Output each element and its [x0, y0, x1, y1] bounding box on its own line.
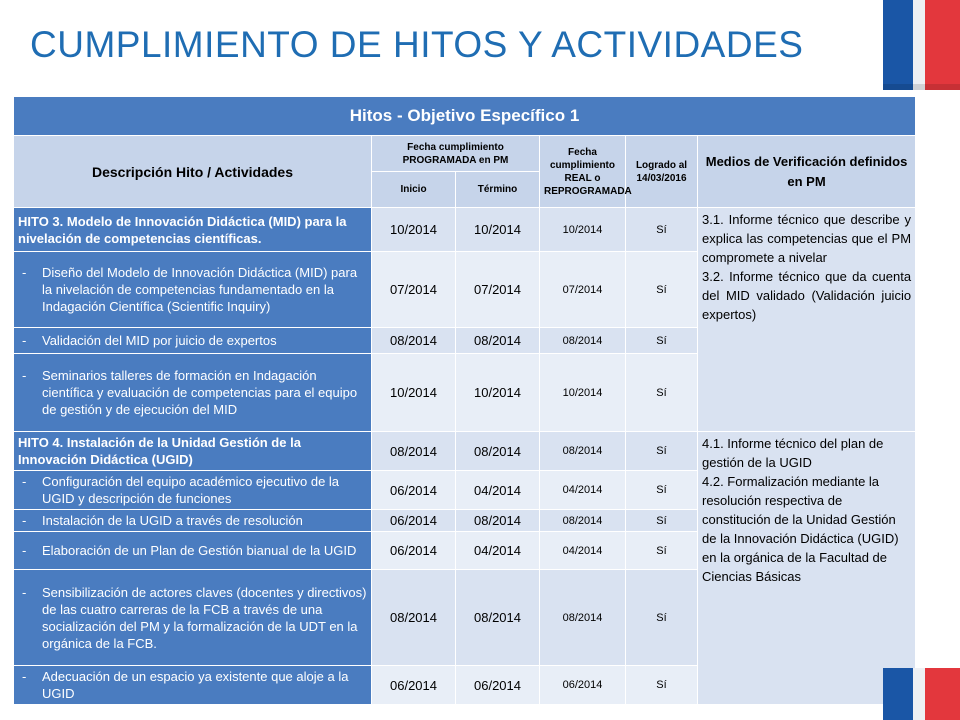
cell-real: 08/2014 [540, 432, 626, 471]
cell-termino: 08/2014 [456, 510, 540, 532]
bullet-dash: - [22, 368, 27, 383]
table-row [14, 432, 916, 471]
cell-inicio: 08/2014 [372, 432, 456, 471]
bullet-dash: - [22, 584, 27, 600]
flag-decoration-top [883, 0, 960, 90]
cell-real: 10/2014 [540, 208, 626, 252]
table-title: Hitos - Objetivo Específico 1 [14, 97, 916, 136]
cell-logrado: Sí [626, 328, 698, 354]
cell-real: 08/2014 [540, 328, 626, 354]
cell-real: 10/2014 [540, 354, 626, 432]
header-fecha-real: Fecha cumplimiento REAL o REPROGRAMADA [540, 136, 626, 208]
cell-inicio: 06/2014 [372, 510, 456, 532]
activity-description [14, 354, 372, 432]
header-termino: Término [456, 172, 540, 208]
bullet-dash: - [22, 669, 27, 684]
hitos-table [13, 96, 916, 705]
header-logrado: Logrado al 14/03/2016 [626, 136, 698, 208]
medio-item: 3.1. Informe técnico que describe y explica las competencias que el PM compromete a nivelar [702, 212, 912, 265]
header-inicio: Inicio [372, 172, 456, 208]
cell-termino: 10/2014 [456, 354, 540, 432]
activity-text: Diseño del Modelo de Innovación Didáctica (MID) para la nivelación de competencias fundamentado en la Indagación Científica (Scientific Inquiry) [42, 265, 358, 314]
cell-logrado: Sí [626, 208, 698, 252]
cell-real: 08/2014 [540, 510, 626, 532]
cell-inicio: 08/2014 [372, 570, 456, 666]
bullet-dash: - [22, 543, 27, 558]
cell-termino: 04/2014 [456, 471, 540, 510]
cell-inicio: 06/2014 [372, 471, 456, 510]
bullet-dash: - [22, 513, 27, 528]
cell-termino: 08/2014 [456, 432, 540, 471]
header-fecha-programada: Fecha cumplimiento PROGRAMADA en PM [372, 136, 540, 172]
cell-inicio: 06/2014 [372, 532, 456, 570]
medio-item: 4.2. Formalización mediante la resolución respectiva de constitución de la Unidad Gestión de la Innovación Didáctica (UGID) en la orgánica de la Facultad de Ciencias Básicas [702, 474, 899, 584]
cell-real: 06/2014 [540, 666, 626, 705]
cell-logrado: Sí [626, 510, 698, 532]
cell-inicio: 06/2014 [372, 666, 456, 705]
cell-termino: 10/2014 [456, 208, 540, 252]
cell-termino: 07/2014 [456, 252, 540, 328]
activity-description [14, 252, 372, 328]
cell-logrado: Sí [626, 532, 698, 570]
activity-text: Validación del MID por juicio de expertos [42, 333, 277, 348]
cell-real: 08/2014 [540, 570, 626, 666]
activity-description [14, 471, 372, 510]
cell-termino: 08/2014 [456, 328, 540, 354]
cell-logrado: Sí [626, 354, 698, 432]
cell-inicio: 10/2014 [372, 354, 456, 432]
cell-logrado: Sí [626, 570, 698, 666]
activity-text: Sensibilización de actores claves (docentes y directivos) de las cuatro carreras de la FCB a través de una socialización del PM y la formalización de la UDT en la orgánica de la FCB. [42, 584, 367, 651]
cell-real: 04/2014 [540, 471, 626, 510]
cell-termino: 04/2014 [456, 532, 540, 570]
header-medios: Medios de Verificación definidos en PM [698, 136, 916, 208]
medio-item: 4.1. Informe técnico del plan de gestión de la UGID [702, 436, 884, 470]
activity-text: Adecuación de un espacio ya existente que aloje a la UGID [42, 669, 349, 701]
header-descripcion: Descripción Hito / Actividades [14, 136, 372, 208]
cell-inicio: 08/2014 [372, 328, 456, 354]
activity-description [14, 532, 372, 570]
cell-logrado: Sí [626, 432, 698, 471]
cell-real: 07/2014 [540, 252, 626, 328]
cell-real: 04/2014 [540, 532, 626, 570]
cell-logrado: Sí [626, 471, 698, 510]
hito-description: HITO 3. Modelo de Innovación Didáctica (MID) para la nivelación de competencias científicas. [14, 208, 372, 252]
activity-description [14, 570, 372, 666]
hito-description: HITO 4. Instalación de la Unidad Gestión de la Innovación Didáctica (UGID) [14, 432, 372, 471]
medios-hito-4 [698, 432, 916, 705]
bullet-dash: - [22, 333, 27, 348]
cell-logrado: Sí [626, 252, 698, 328]
flag-decoration-bottom [883, 668, 960, 720]
activity-text: Seminarios talleres de formación en Indagación científica y evaluación de competencias para el equipo de gestión y de ejecución del MID [42, 368, 358, 417]
activity-description [14, 666, 372, 705]
bullet-dash: - [22, 265, 27, 280]
medio-item: 3.2. Informe técnico que da cuenta del MID validado (Validación juicio expertos) [702, 269, 912, 322]
cell-inicio: 07/2014 [372, 252, 456, 328]
bullet-dash: - [22, 474, 27, 489]
table-row [14, 208, 916, 252]
cell-termino: 06/2014 [456, 666, 540, 705]
activity-text: Elaboración de un Plan de Gestión bianual de la UGID [42, 543, 357, 558]
activity-description [14, 510, 372, 532]
cell-logrado: Sí [626, 666, 698, 705]
page-title: CUMPLIMIENTO DE HITOS Y ACTIVIDADES [30, 24, 804, 65]
medios-hito-3 [698, 208, 916, 432]
cell-termino: 08/2014 [456, 570, 540, 666]
activity-description [14, 328, 372, 354]
activity-text: Configuración del equipo académico ejecutivo de la UGID y descripción de funciones [42, 474, 340, 506]
activity-text: Instalación de la UGID a través de resolución [42, 513, 303, 528]
cell-inicio: 10/2014 [372, 208, 456, 252]
